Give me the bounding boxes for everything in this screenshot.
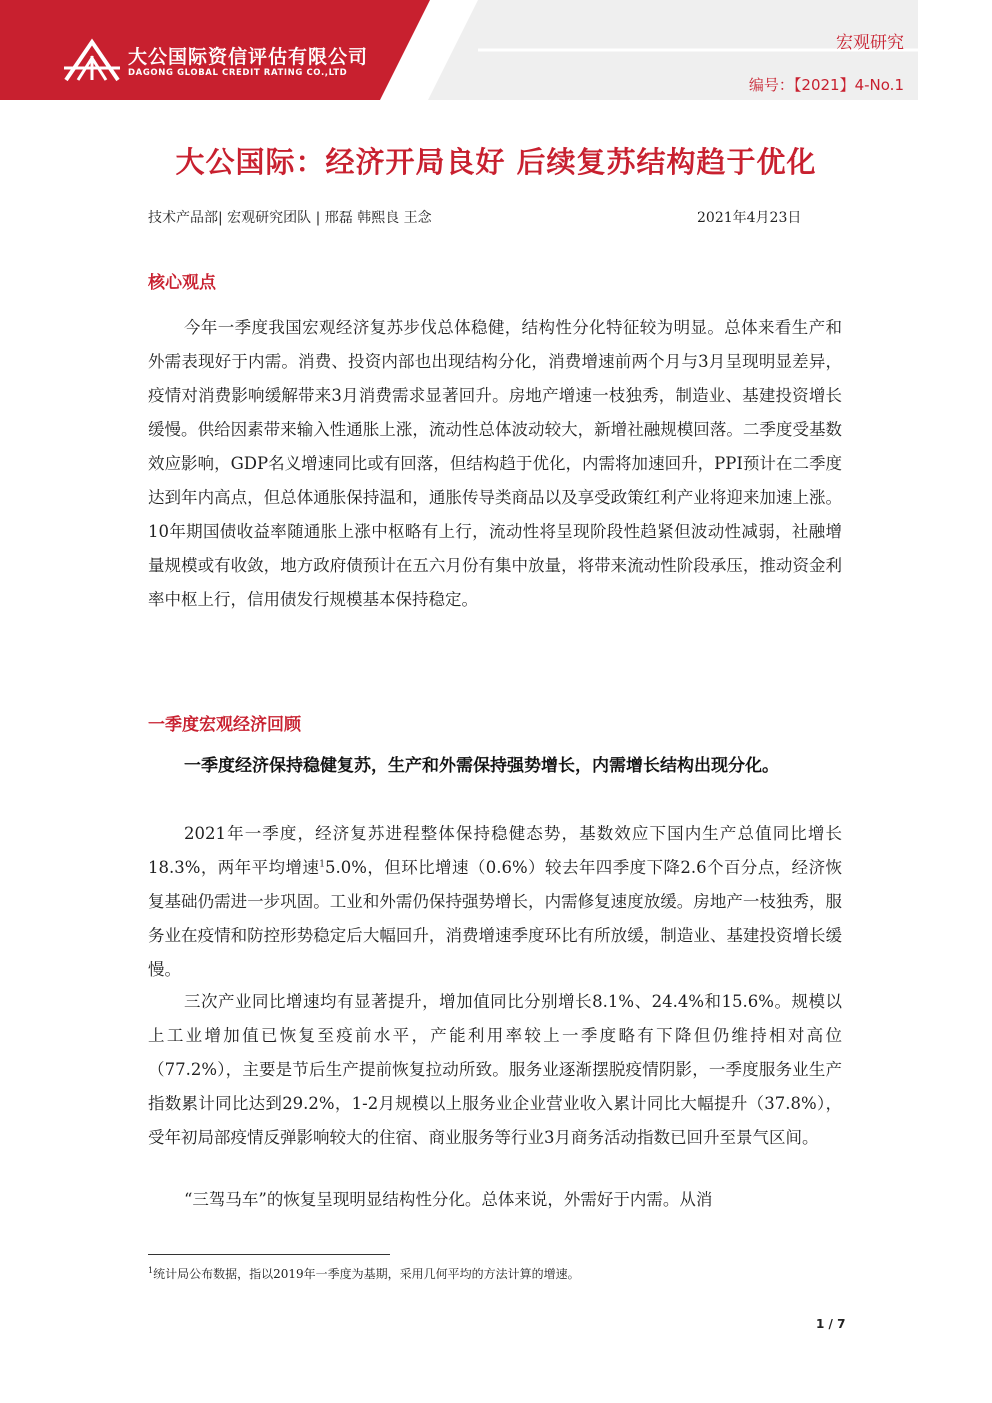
q1-paragraph-1-text-a: 2021年一季度，经济复苏进程整体保持稳健态势，基数效应下国内生产总值同比增长18.3%，两年平均增速	[148, 824, 842, 877]
section-heading-core-views: 核心观点	[148, 273, 216, 293]
byline: 技术产品部| 宏观研究团队 | 邢磊 韩熙良 王念	[148, 210, 432, 226]
core-views-paragraph: 今年一季度我国宏观经济复苏步伐总体稳健，结构性分化特征较为明显。总体来看生产和外需表现好于内需。消费、投资内部也出现结构分化，消费增速前两个月与3月呈现明显差异，疫情对消费影响缓解带来3月消费需求显著回升。房地产增速一枝独秀，制造业、基建投资增长缓慢。供给因素带来输入性通胀上涨，流动性总体波动较大，新增社融规模回落。二季度受基数效应影响，GDP名义增速同比或有回落，但结构趋于优化，内需将加速回升，PPI预计在二季度达到年内高点，但总体通胀保持温和，通胀传导类商品以及享受政策红利产业将迎来加速上涨。10年期国债收益率随通胀上涨中枢略有上行，流动性将呈现阶段性趋紧但波动性减弱，社融增量规模或有收敛，地方政府债预计在五六月份有集中放量，将带来流动性阶段承压，推动资金利率中枢上行，信用债发行规模基本保持稳定。	[148, 318, 842, 609]
document-number: 编号：【2021】4-No.1	[748, 76, 904, 94]
q1-paragraph-3: “三驾马车”的恢复呈现明显结构性分化。总体来说，外需好于内需。从消	[184, 1190, 713, 1209]
footnote-text: 统计局公布数据，指以2019年一季度为基期，采用几何平均的方法计算的增速。	[153, 1267, 580, 1281]
report-title: 大公国际：经济开局良好 后续复苏结构趋于优化	[175, 145, 817, 179]
company-logo-icon	[62, 38, 122, 82]
document-type: 宏观研究	[836, 33, 904, 53]
page-header	[0, 0, 992, 104]
q1-subheading: 一季度经济保持稳健复苏，生产和外需保持强势增长，内需增长结构出现分化。	[184, 756, 779, 776]
section-heading-q1-review: 一季度宏观经济回顾	[148, 715, 301, 735]
report-date: 2021年4月23日	[697, 210, 802, 226]
footnote-1	[148, 1265, 580, 1282]
company-name-cn: 大公国际资信评估有限公司	[128, 46, 369, 68]
page-number: 1 / 7	[816, 1317, 846, 1331]
q1-paragraph-2: 三次产业同比增速均有显著提升，增加值同比分别增长8.1%、24.4%和15.6%。规模以上工业增加值已恢复至疫前水平，产能利用率较上一季度略有下降但仍维持相对高位（77.2%），主要是节后生产提前恢复拉动所致。服务业逐渐摆脱疫情阴影，一季度服务业生产指数累计同比达到29.2%，1-2月规模以上服务业企业营业收入累计同比大幅提升（37.8%），受年初局部疫情反弹影响较大的住宿、商业服务等行业3月商务活动指数已回升至景气区间。	[148, 992, 842, 1147]
q1-paragraph-1	[148, 817, 842, 987]
footnote-divider	[148, 1254, 390, 1255]
company-name-en: DAGONG GLOBAL CREDIT RATING CO.,LTD	[128, 68, 348, 78]
q1-paragraph-1-text-b: 5.0%，但环比增速（0.6%）较去年四季度下降2.6个百分点，经济恢复基础仍需进一步巩固。工业和外需仍保持强势增长，内需修复速度放缓。房地产一枝独秀，服务业在疫情和防控形势稳定后大幅回升，消费增速季度环比有所放缓，制造业、基建投资增长缓慢。	[148, 858, 843, 979]
footnote-mark: 1	[148, 1266, 154, 1275]
footnote-ref-1[interactable]: 1	[319, 859, 326, 870]
